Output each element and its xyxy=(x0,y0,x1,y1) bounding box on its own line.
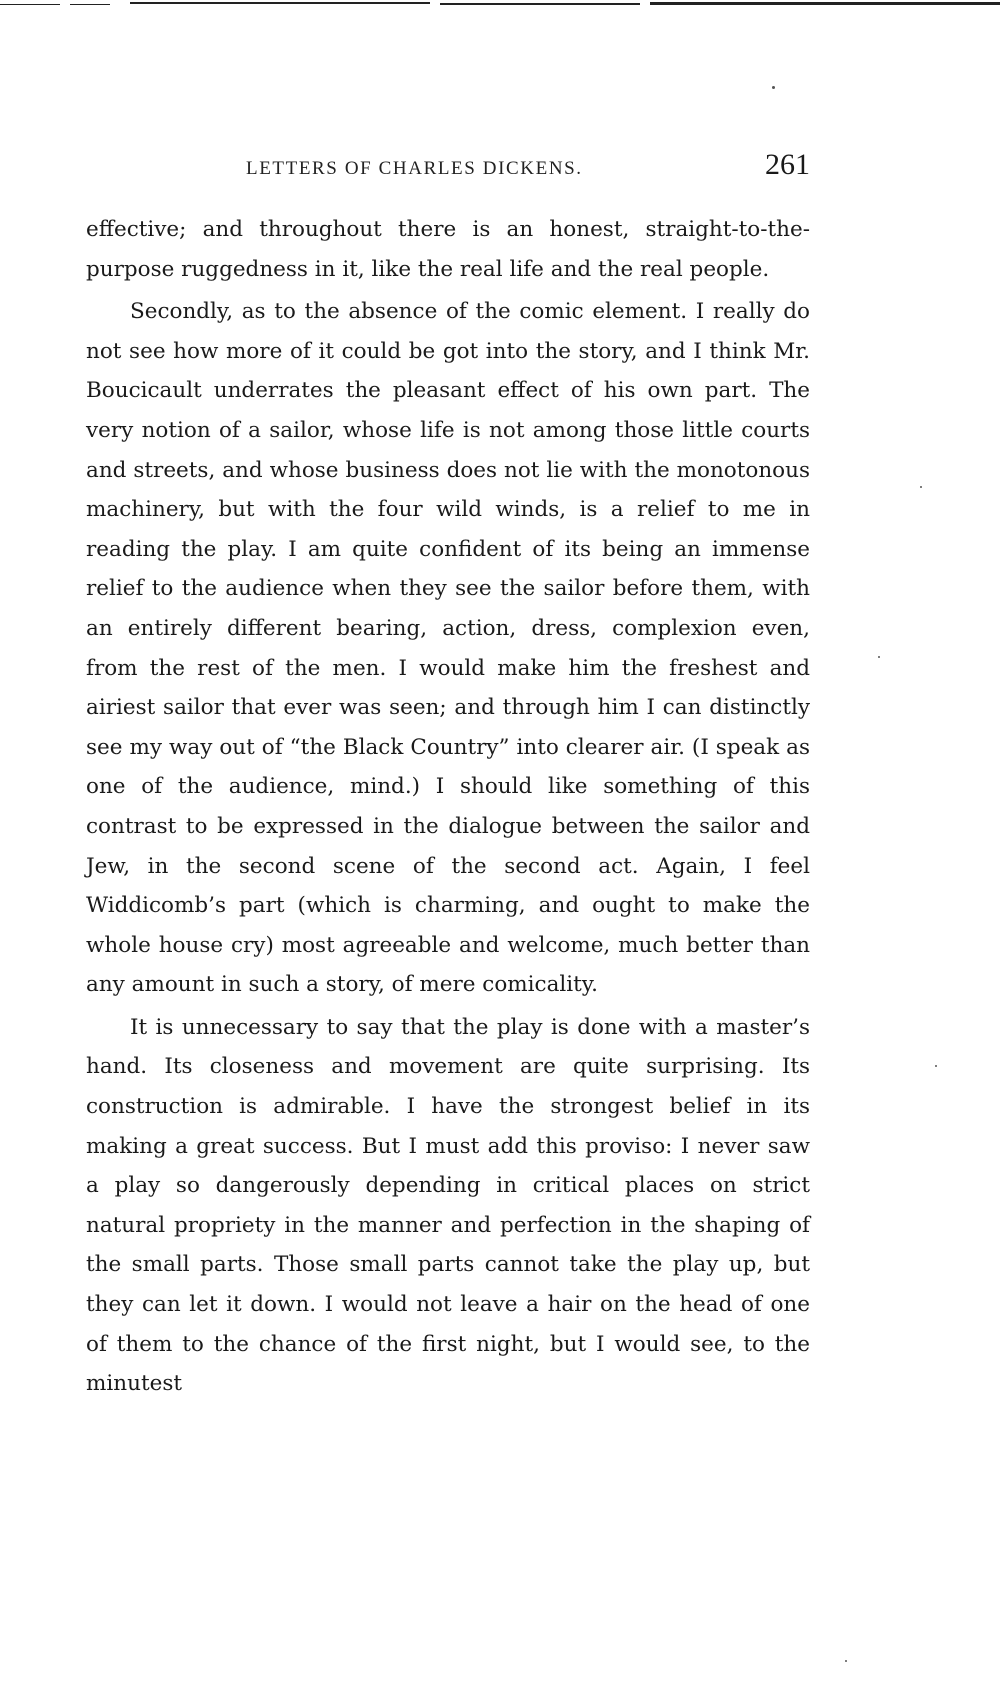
scan-speck xyxy=(935,1065,937,1067)
paragraph-2: Secondly, as to the absence of the comic element. I really do not see how more of it could be got into the story, and I think Mr. Boucicault underrates the pleasant effect of his own part. The very notion of a sailor, whose life is not among those little courts and streets, and whose business does not lie with the monotonous machinery, but with the four wild winds, is a relief to me in reading the play. I am quite confident of its being an immense relief to the audience when they see the sailor before them, with an entirely different bearing, action, dress, complexion even, from the rest of the men. I would make him the freshest and airiest sailor that ever was seen; and through him I can distinctly see my way out of “the Black Country” into clearer air. (I speak as one of the audience, mind.) I should like something of this contrast to be expressed in the dialogue between the sailor and Jew, in the second scene of the second act. Again, I feel Widdicomb’s part (which is charming, and ought to make the whole house cry) most agreeable and welcome, much better than any amount in such a story, of mere comicality. xyxy=(86,299,810,998)
scan-speck xyxy=(845,1660,847,1662)
scan-speck xyxy=(772,86,775,89)
scan-speck xyxy=(878,656,880,658)
scan-top-edge xyxy=(0,2,1000,8)
paragraph-3: It is unnecessary to say that the play is done with a master’s hand. Its closeness and movement are quite surprising. Its construction is admirable. I have the strongest belief in its making a great success. But I must add this proviso: I never saw a play so dangerously depending in critical places on strict natural propriety in the manner and perfection in the shaping of the small parts. Those small parts cannot take the play up, but they can let it down. I would not leave a hair on the head of one of them to the chance of the first night, but I would see, to the minutest xyxy=(86,1014,810,1397)
page-number: 261 xyxy=(765,148,810,181)
page-header xyxy=(86,148,810,188)
scan-speck xyxy=(920,486,922,488)
body-text xyxy=(86,210,810,1404)
running-title: LETTERS OF CHARLES DICKENS. xyxy=(246,158,583,179)
paragraph-1: effective; and throughout there is an honest, straight-to-the-purpose ruggedness in it, like the real life and the real people. xyxy=(86,217,810,282)
